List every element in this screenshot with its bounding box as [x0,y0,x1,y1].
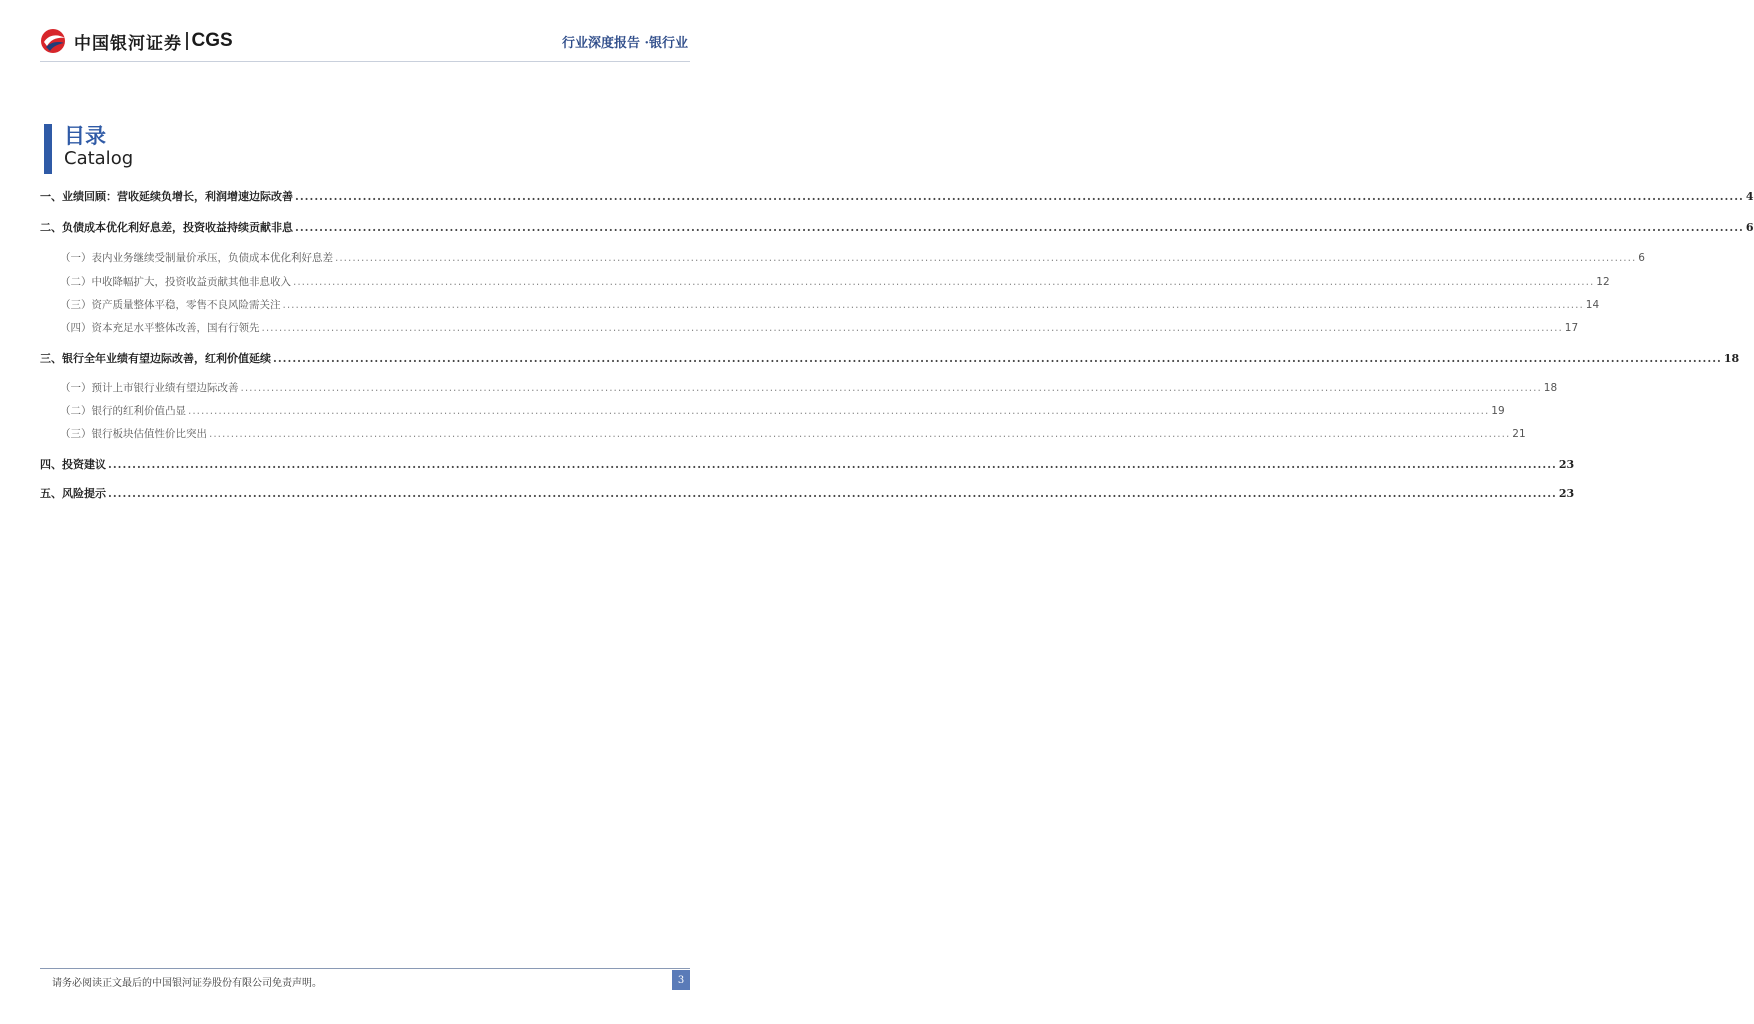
toc-entry-page: 23 [1558,487,1575,500]
toc-leader: ............................................................................................................................................................................................................................................................................................................ [293,276,1595,288]
company-name: 中国银河证券 [74,33,182,54]
toc-subentry[interactable] [40,320,1579,340]
toc-subentry[interactable] [40,380,1558,400]
toc-entry-page: 14 [1585,299,1600,311]
toc-entry-title: 银行全年业绩有望边际改善，红利价值延续 [62,352,271,365]
toc-entry-page: 4 [1745,190,1754,203]
toc-subtitle: Catalog [64,148,134,169]
toc-subentry[interactable] [40,426,1526,446]
toc-entry-number: （二） [60,276,92,288]
toc-entry-title: 投资建议 [62,458,106,471]
toc-entry-page: 18 [1723,352,1740,365]
toc-leader: ............................................................................................................................................................................................................................................................................................................ [335,252,1637,264]
toc-entry-title: 资本充足水平整体改善，国有行领先 [91,322,260,334]
toc-entry-title: 负债成本优化利好息差，投资收益持续贡献非息 [62,221,293,234]
report-type-label: 行业深度报告 ·银行业 [561,36,688,51]
toc-subentry[interactable] [40,250,1645,270]
toc-entry-page: 17 [1564,322,1579,334]
toc-entry-title: 业绩回顾：营收延续负增长，利润增速边际改善 [62,190,293,203]
toc-title: 目录 [64,123,106,148]
toc-entry-page: 6 [1638,252,1645,264]
toc-entry-page: 23 [1558,458,1575,471]
toc-entry-number: （一） [60,382,92,394]
toc-leader: ............................................................................................................................................................................................................................................................................................................ [188,405,1490,417]
toc-entry-page: 21 [1512,428,1526,440]
toc-entry[interactable] [40,485,1575,505]
toc-subentry[interactable] [40,403,1505,423]
toc-leader: ............................................................................................................................................................................................................................................................................................................ [261,322,1563,334]
footer-divider [40,968,690,969]
toc-entry-page: 6 [1745,221,1754,234]
toc-leader: ............................................................................................................................................................................................................................................................................................................ [273,352,1722,365]
toc-entry-number: 四、 [40,458,62,471]
toc-entry[interactable] [40,350,1740,370]
toc-entry-number: 五、 [40,487,62,500]
toc-subentry[interactable] [40,297,1600,317]
logo-divider [186,32,188,50]
toc-entry-title: 资产质量整体平稳，零售不良风险需关注 [91,299,281,311]
page-header [0,0,724,60]
toc-entry-page: 19 [1491,405,1505,417]
toc-entry[interactable] [40,188,1754,208]
company-abbr: CGS [191,30,233,51]
toc-entry-number: （三） [60,428,92,440]
toc-entry-title: 表内业务继续受制量价承压，负债成本优化利好息差 [91,252,333,264]
toc-entry-page: 12 [1596,276,1610,288]
toc-entry-number: 二、 [40,221,62,234]
toc-entry-number: 一、 [40,190,62,203]
toc-leader: ............................................................................................................................................................................................................................................................................................................ [108,487,1557,500]
toc-accent-bar [44,124,52,174]
toc-entry-number: 三、 [40,352,62,365]
toc-entry-number: （三） [60,299,92,311]
toc-entry[interactable] [40,456,1575,476]
toc-entry-number: （一） [60,252,92,264]
toc-entry-page: 18 [1543,382,1558,394]
toc-entry-title: 银行板块估值性价比突出 [91,428,207,440]
toc-entry-title: 预计上市银行业绩有望边际改善 [91,382,239,394]
cgs-logo-icon [40,28,68,54]
toc-entry-number: （二） [60,405,92,417]
toc-leader: ............................................................................................................................................................................................................................................................................................................ [295,221,1744,234]
toc-subentry[interactable] [40,274,1610,294]
toc-entry-title: 中收降幅扩大，投资收益贡献其他非息收入 [91,276,291,288]
toc-leader: ............................................................................................................................................................................................................................................................................................................ [240,382,1542,394]
page-number-badge: 3 [672,970,690,990]
toc-entry-title: 银行的红利价值凸显 [91,405,186,417]
toc-leader: ............................................................................................................................................................................................................................................................................................................ [108,458,1557,471]
header-divider [40,61,690,62]
toc-leader: ............................................................................................................................................................................................................................................................................................................ [282,299,1584,311]
toc-entry[interactable] [40,219,1754,239]
footer-disclaimer: 请务必阅读正文最后的中国银河证券股份有限公司免责声明。 [52,978,322,989]
company-logo [40,28,233,54]
toc-entry-title: 风险提示 [62,487,106,500]
toc-leader: ............................................................................................................................................................................................................................................................................................................ [295,190,1744,203]
toc-entry-number: （四） [60,322,92,334]
toc-leader: ............................................................................................................................................................................................................................................................................................................ [209,428,1511,440]
